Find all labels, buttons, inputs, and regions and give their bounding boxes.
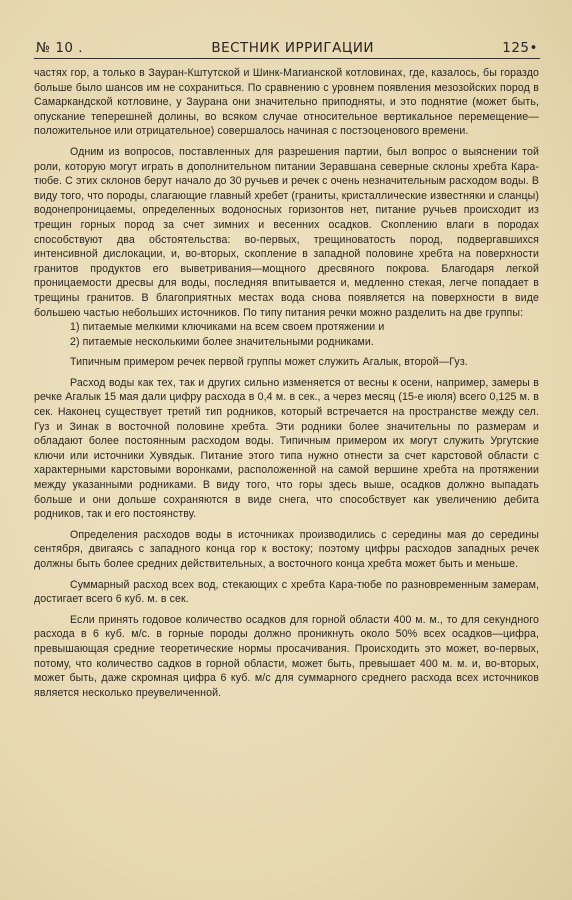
list-item: 2) питаемые несколькими более значительными родниками.: [70, 335, 374, 348]
journal-title: ВЕСТНИК ИРРИГАЦИИ: [211, 40, 375, 56]
paragraph: Определения расходов воды в источниках производились с середины мая до середины сентября, двигаясь с западного конца гор к востоку; поэтому цифры расходов западных речек должны быть более средних действительных, а восточного конца хребта может быть и меньше.: [34, 528, 539, 570]
paragraph: Если принять годовое количество осадков для горной области 400 м. м., то для секундного расхода в 6 куб. м/с. в горные породы должно проникнуть около 50% всех осадков—цифра, превышающая средние теоретические нормы просачивания. Происходить это может, во-первых, потому, что количество садков в горной области, может быть, превышает 400 м. м. и, во-вторых, может быть, даже скромная цифра 6 куб. м/с для суммарного среднего расхода всех источников является несколько преувеличенной.: [34, 613, 539, 699]
issue-number: № 10 .: [36, 40, 84, 56]
paragraph: Суммарный расход всех вод, стекающих с хребта Кара-тюбе по разновременным замерам, достигает всего 6 куб. м. в сек.: [34, 578, 539, 606]
page-number: 125•: [502, 40, 538, 56]
page-header: [36, 34, 538, 56]
paragraph: Одним из вопросов, поставленных для разрешения партии, был вопрос о выяснении той роли, которую могут играть в дополнительном питании Зеравшана северные склоны хребта Кара-тюбе. С этих склонов берут начало до 30 ручьев и речек с очень незначительным расходом воды. В виду того, что породы, слагающие главный хребет (граниты, кристаллические известняки и сланцы) водонепроницаемы, определенных водоносных горизонтов нет, питание ручьев происходит из трещин горных пород за счет зимних и весенних осадков. Скоплению влаги в породах способствуют два обстоятельства: во-первых, трещиноватость пород, подвергавшихся интенсивной дислокации, и, во-вторых, скопление в западной половине хребта на поверхности гранитов продуктов его выветривания—мощного дресвяного покрова. Благодаря легкой проницаемости дресвы для воды, последняя впитывается и, медленно стекая, легче попадает в трещины гранитов. В благоприятных местах вода снова появляется на поверхности в виде большею частью небольших источников. По типу питания речки можно разделить на две группы:: [34, 145, 539, 319]
paragraph: Расход воды как тех, так и других сильно изменяется от весны к осени, например, замеры в речке Агалык 15 мая дали цифру расхода в 0,4 м. в сек., а через месяц (15-е июля) всего 0,125 м. в сек. Наконец существует третий тип родников, который встречается на пространстве между сел. Гуз и Зинак в восточной половине хребта. Эти родники более значительны по размерам и обладают более постоянным расходом воды. Типичным примером их могут служить Ургутские ключи или источники Хувядык. Питание этого типа нужно отнести за счет карстовой области с характерными карстовыми воронками, расположенной на самой вершине хребта на протяжении между указанными родниками. В виду того, что горы здесь выше, осадков должно выпадать больше и они дольше сохраняются в виде снега, что способствует как увеличению дебита родников, так и его постоянству.: [34, 376, 539, 521]
article-body: [34, 66, 539, 706]
header-rule: [34, 58, 540, 59]
list-item: 1) питаемые мелкими ключиками на всем своем протяжении и: [70, 321, 385, 334]
paragraph: частях гор, а только в Зауран-Кштутской и Шинк-Магианской котловинах, где, казалось, бы гораздо больше было шансов им не сохраниться. По сравнению с уровнем появления мезозойских пород в Самаркандской котловине, у Заурана они значительно приподняты, и это поднятие (может быть, опускание теперешней долины, во всяком случае относительное вертикальное перемещение—положительное или отрицательное) совершалось начиная с постэоценового времени.: [34, 67, 539, 138]
paragraph: Типичным примером речек первой группы может служить Агалык, второй—Гуз.: [70, 356, 468, 369]
